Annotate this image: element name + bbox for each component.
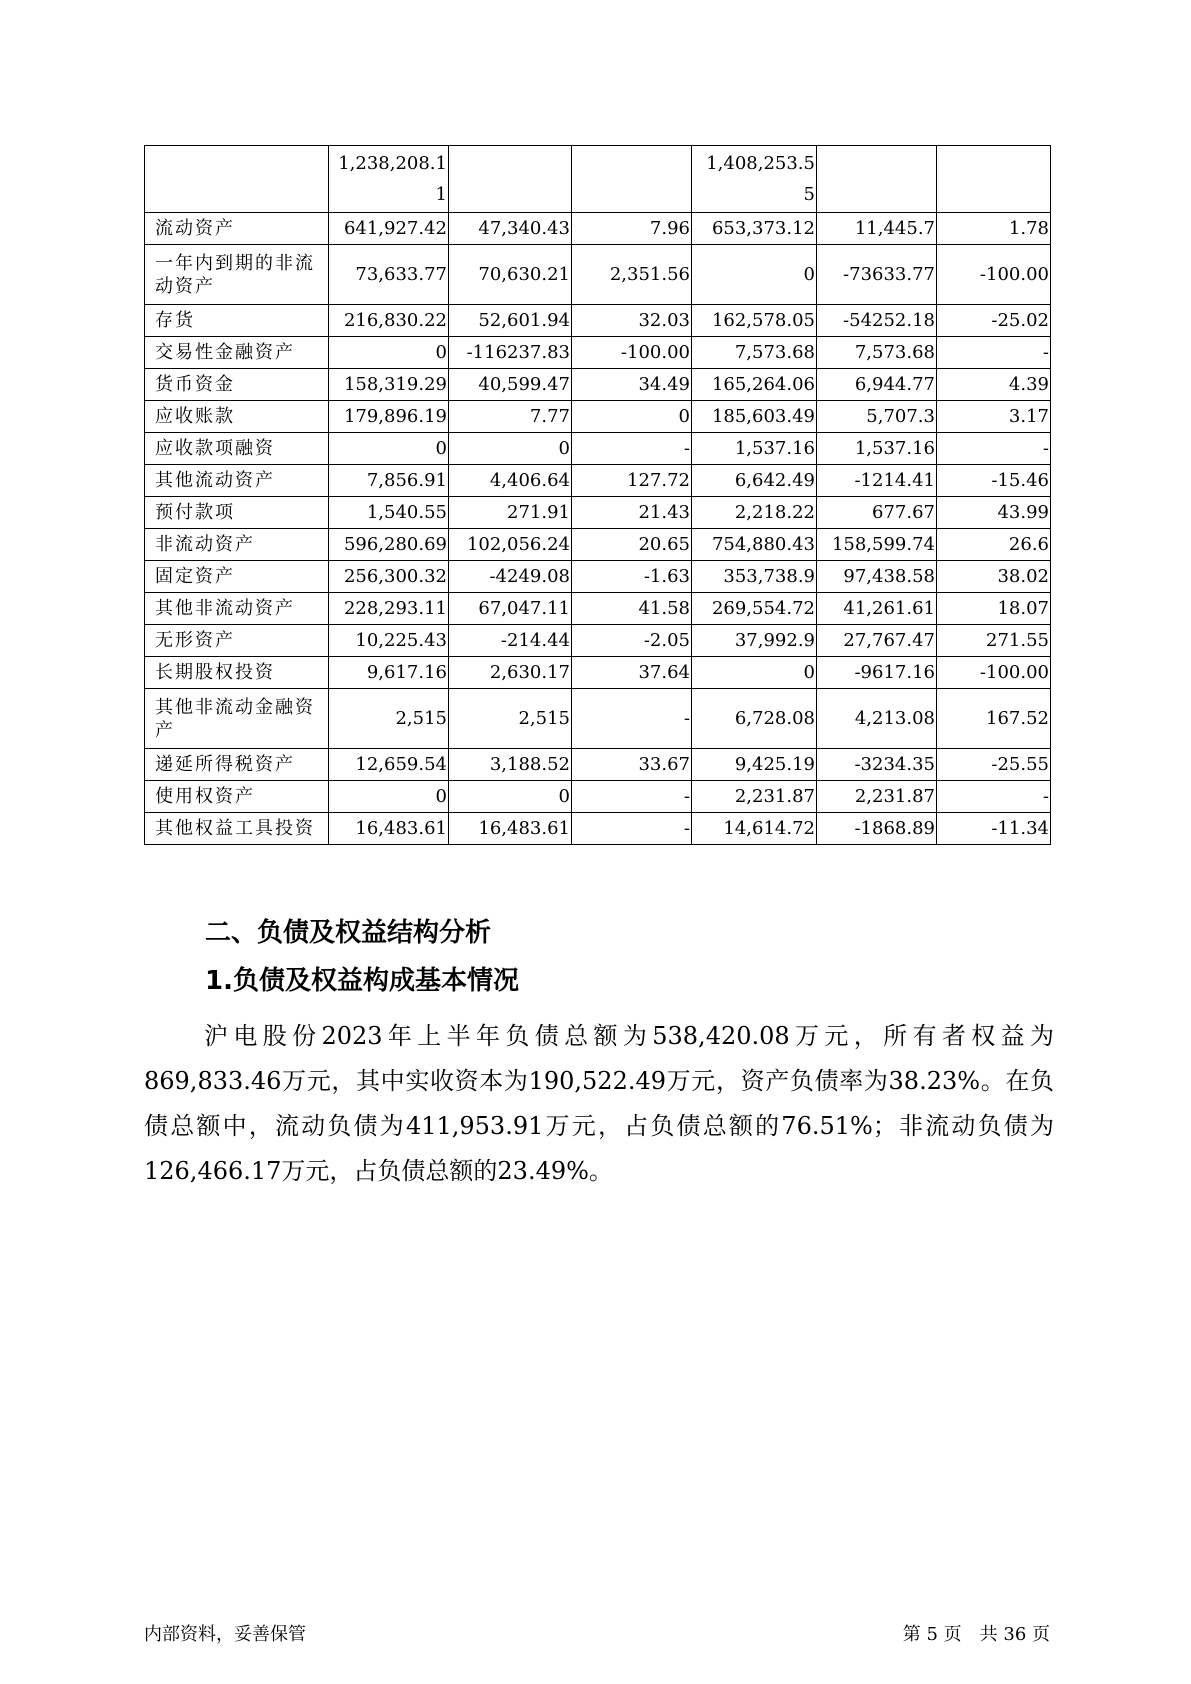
cell-col6: -25.55 <box>937 749 1051 781</box>
cell-col5: 677.67 <box>817 497 937 529</box>
cell-col1: 216,830.22 <box>329 305 449 337</box>
cell-col4: 37,992.9 <box>692 625 817 657</box>
cell-col1: 2,515 <box>329 689 449 749</box>
table-body <box>145 146 1051 845</box>
cell-col2: 2,515 <box>449 689 572 749</box>
cell-col5: 11,445.7 <box>817 213 937 245</box>
cell-col5: -73633.77 <box>817 245 937 305</box>
cell-col4: 14,614.72 <box>692 813 817 845</box>
table-row <box>145 625 1051 657</box>
cell-col6: -15.46 <box>937 465 1051 497</box>
cell-col1: 179,896.19 <box>329 401 449 433</box>
cell-col3: -2.05 <box>572 625 692 657</box>
cell-col2: 0 <box>449 781 572 813</box>
cell-col2: 47,340.43 <box>449 213 572 245</box>
cell-col6: -100.00 <box>937 245 1051 305</box>
cell-col1: 12,659.54 <box>329 749 449 781</box>
cell-col6: 3.17 <box>937 401 1051 433</box>
table-row <box>145 369 1051 401</box>
cell-col3: - <box>572 813 692 845</box>
cell-col3 <box>572 146 692 213</box>
row-name-cell: 存货 <box>145 305 329 337</box>
cell-col1: 1,540.55 <box>329 497 449 529</box>
cell-col1: 0 <box>329 433 449 465</box>
row-name-cell: 一年内到期的非流动资产 <box>145 245 329 305</box>
row-name-cell: 固定资产 <box>145 561 329 593</box>
wrapped-number-line1: 1,238,208.1 <box>338 153 447 174</box>
cell-col6: -25.02 <box>937 305 1051 337</box>
cell-col6: -11.34 <box>937 813 1051 845</box>
table-row <box>145 813 1051 845</box>
cell-col1: 9,617.16 <box>329 657 449 689</box>
cell-col4: 6,642.49 <box>692 465 817 497</box>
cell-col4: 165,264.06 <box>692 369 817 401</box>
footer-page-number: 第 5 页 共 36 页 <box>902 1624 1050 1645</box>
cell-col3: 34.49 <box>572 369 692 401</box>
cell-col6: 271.55 <box>937 625 1051 657</box>
cell-col2: 3,188.52 <box>449 749 572 781</box>
cell-col6: 167.52 <box>937 689 1051 749</box>
asset-structure-table <box>144 145 1051 845</box>
cell-col4: 1,537.16 <box>692 433 817 465</box>
wrapped-number-line2: 1 <box>435 184 447 205</box>
cell-col5: 2,231.87 <box>817 781 937 813</box>
cell-col1: 0 <box>329 781 449 813</box>
table-row <box>145 465 1051 497</box>
cell-col5: 27,767.47 <box>817 625 937 657</box>
cell-col4: 9,425.19 <box>692 749 817 781</box>
cell-col5: -3234.35 <box>817 749 937 781</box>
cell-col6: 18.07 <box>937 593 1051 625</box>
cell-col6: - <box>937 781 1051 813</box>
wrapped-number <box>338 148 447 210</box>
cell-col5: 41,261.61 <box>817 593 937 625</box>
cell-col4: 7,573.68 <box>692 337 817 369</box>
cell-col2 <box>449 146 572 213</box>
cell-col1: 0 <box>329 337 449 369</box>
cell-col1: 158,319.29 <box>329 369 449 401</box>
cell-col4: 162,578.05 <box>692 305 817 337</box>
cell-col3: - <box>572 433 692 465</box>
table-row <box>145 401 1051 433</box>
cell-col2: 7.77 <box>449 401 572 433</box>
cell-col5: -9617.16 <box>817 657 937 689</box>
cell-col5: -1868.89 <box>817 813 937 845</box>
row-name-cell <box>145 146 329 213</box>
cell-col6: - <box>937 433 1051 465</box>
cell-col2: 67,047.11 <box>449 593 572 625</box>
cell-col2: 2,630.17 <box>449 657 572 689</box>
cell-col4: 2,231.87 <box>692 781 817 813</box>
cell-col5: 1,537.16 <box>817 433 937 465</box>
cell-col6: 38.02 <box>937 561 1051 593</box>
cell-col4: 653,373.12 <box>692 213 817 245</box>
table-row <box>145 245 1051 305</box>
table-row <box>145 749 1051 781</box>
cell-col5: 158,599.74 <box>817 529 937 561</box>
footer-confidential-note: 内部资料，妥善保管 <box>144 1624 306 1645</box>
cell-col5: -54252.18 <box>817 305 937 337</box>
table-row <box>145 689 1051 749</box>
table-row <box>145 593 1051 625</box>
table-row <box>145 213 1051 245</box>
cell-col3: 2,351.56 <box>572 245 692 305</box>
cell-col2: 70,630.21 <box>449 245 572 305</box>
cell-col5: 5,707.3 <box>817 401 937 433</box>
cell-col1: 641,927.42 <box>329 213 449 245</box>
table-row <box>145 337 1051 369</box>
row-name-cell: 其他权益工具投资 <box>145 813 329 845</box>
cell-col5 <box>817 146 937 213</box>
cell-col6: 43.99 <box>937 497 1051 529</box>
cell-col2: -4249.08 <box>449 561 572 593</box>
cell-col3: 21.43 <box>572 497 692 529</box>
section-heading: 二、负债及权益结构分析 <box>205 918 492 948</box>
table-row <box>145 657 1051 689</box>
cell-col2: 102,056.24 <box>449 529 572 561</box>
table-row <box>145 561 1051 593</box>
cell-col5: 7,573.68 <box>817 337 937 369</box>
cell-col2: 0 <box>449 433 572 465</box>
row-name-cell: 应收款项融资 <box>145 433 329 465</box>
wrapped-number <box>706 148 815 210</box>
cell-col6: -100.00 <box>937 657 1051 689</box>
row-name-cell: 预付款项 <box>145 497 329 529</box>
cell-col4: 0 <box>692 245 817 305</box>
cell-col4: 0 <box>692 657 817 689</box>
body-paragraph: 沪电股份2023年上半年负债总额为538,420.08万元，所有者权益为869,833.46万元，其中实收资本为190,522.49万元，资产负债率为38.23%。在负债总额中，流动负债为411,953.91万元，占负债总额的76.51%；非流动负债为126,466.17万元，占负债总额的23.49%。 <box>144 1022 1054 1185</box>
cell-col3: 33.67 <box>572 749 692 781</box>
cell-col1 <box>329 146 449 213</box>
cell-col4 <box>692 146 817 213</box>
cell-col1: 7,856.91 <box>329 465 449 497</box>
cell-col3: 127.72 <box>572 465 692 497</box>
cell-col6 <box>937 146 1051 213</box>
row-name-cell: 其他流动资产 <box>145 465 329 497</box>
cell-col1: 228,293.11 <box>329 593 449 625</box>
cell-col4: 6,728.08 <box>692 689 817 749</box>
cell-col1: 16,483.61 <box>329 813 449 845</box>
table-row-continued <box>145 146 1051 213</box>
cell-col1: 596,280.69 <box>329 529 449 561</box>
row-name-cell: 递延所得税资产 <box>145 749 329 781</box>
cell-col3: -1.63 <box>572 561 692 593</box>
cell-col1: 10,225.43 <box>329 625 449 657</box>
cell-col3: - <box>572 689 692 749</box>
cell-col2: -116237.83 <box>449 337 572 369</box>
row-name-cell: 其他非流动金融资产 <box>145 689 329 749</box>
subsection-heading: 1.负债及权益构成基本情况 <box>205 966 519 996</box>
wrapped-number-line2: 5 <box>803 184 815 205</box>
row-name-cell: 应收账款 <box>145 401 329 433</box>
cell-col3: 0 <box>572 401 692 433</box>
cell-col3: 37.64 <box>572 657 692 689</box>
row-name-cell: 交易性金融资产 <box>145 337 329 369</box>
cell-col1: 73,633.77 <box>329 245 449 305</box>
cell-col6: - <box>937 337 1051 369</box>
cell-col6: 1.78 <box>937 213 1051 245</box>
cell-col3: 20.65 <box>572 529 692 561</box>
cell-col2: 271.91 <box>449 497 572 529</box>
cell-col6: 26.6 <box>937 529 1051 561</box>
cell-col4: 269,554.72 <box>692 593 817 625</box>
cell-col4: 353,738.9 <box>692 561 817 593</box>
cell-col3: 7.96 <box>572 213 692 245</box>
table-row <box>145 781 1051 813</box>
cell-col4: 2,218.22 <box>692 497 817 529</box>
cell-col2: 52,601.94 <box>449 305 572 337</box>
row-name-cell: 无形资产 <box>145 625 329 657</box>
cell-col3: 32.03 <box>572 305 692 337</box>
row-name-cell: 货币资金 <box>145 369 329 401</box>
cell-col5: 4,213.08 <box>817 689 937 749</box>
row-name-cell: 使用权资产 <box>145 781 329 813</box>
row-name-cell: 非流动资产 <box>145 529 329 561</box>
cell-col2: 16,483.61 <box>449 813 572 845</box>
cell-col4: 754,880.43 <box>692 529 817 561</box>
cell-col5: 97,438.58 <box>817 561 937 593</box>
table-row <box>145 497 1051 529</box>
table-row <box>145 529 1051 561</box>
row-name-cell: 其他非流动资产 <box>145 593 329 625</box>
cell-col3: 41.58 <box>572 593 692 625</box>
row-name-cell: 长期股权投资 <box>145 657 329 689</box>
row-name-cell: 流动资产 <box>145 213 329 245</box>
table-row <box>145 305 1051 337</box>
table-row <box>145 433 1051 465</box>
cell-col5: -1214.41 <box>817 465 937 497</box>
cell-col4: 185,603.49 <box>692 401 817 433</box>
cell-col6: 4.39 <box>937 369 1051 401</box>
cell-col1: 256,300.32 <box>329 561 449 593</box>
wrapped-number-line1: 1,408,253.5 <box>706 153 815 174</box>
cell-col2: 4,406.64 <box>449 465 572 497</box>
cell-col3: - <box>572 781 692 813</box>
cell-col2: 40,599.47 <box>449 369 572 401</box>
cell-col2: -214.44 <box>449 625 572 657</box>
cell-col5: 6,944.77 <box>817 369 937 401</box>
cell-col3: -100.00 <box>572 337 692 369</box>
